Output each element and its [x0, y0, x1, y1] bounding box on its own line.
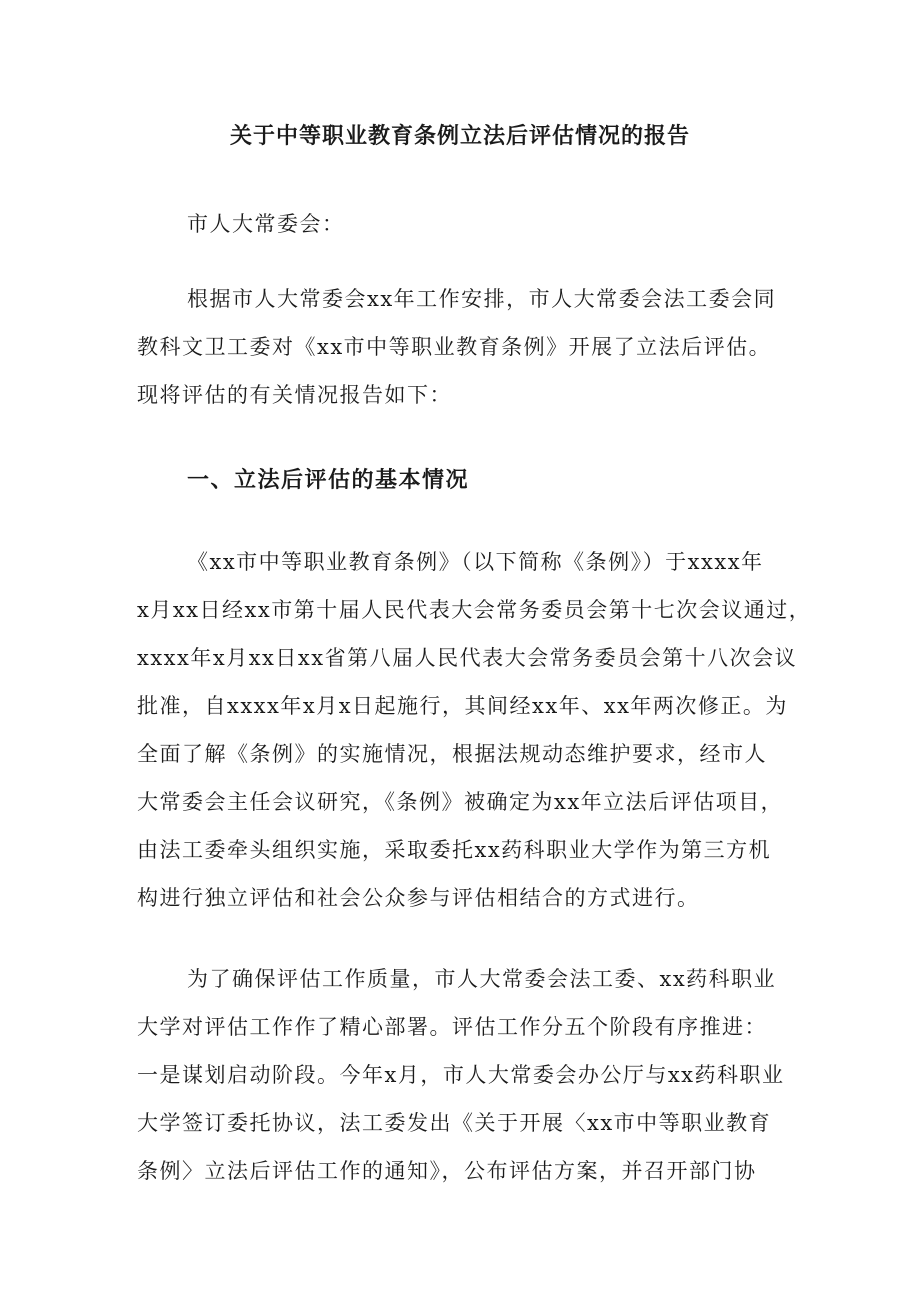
paragraph-basic-situation — [137, 538, 812, 922]
paragraph-line: 《xx市中等职业教育条例》（以下简称《条例》）于xxxx年 — [187, 550, 764, 574]
paragraph-line: 根据市人大常委会xx年工作安排，市人大常委会法工委会同 — [187, 287, 777, 311]
paragraph-line: 现将评估的有关情况报告如下： — [137, 383, 452, 407]
section-heading-basic-situation: 一、立法后评估的基本情况 — [187, 468, 470, 493]
paragraph-line: 构进行独立评估和社会公众参与评估相结合的方式进行。 — [137, 886, 700, 910]
paragraph-evaluation-stages — [137, 955, 797, 1195]
paragraph-line: x月xx日经xx市第十届人民代表大会常务委员会第十七次会议通过， — [137, 598, 812, 622]
paragraph-line: 为了确保评估工作质量，市人大常委会法工委、xx药科职业 — [187, 967, 777, 991]
salutation: 市人大常委会： — [187, 212, 345, 236]
paragraph-line: 教科文卫工委对《xx市中等职业教育条例》开展了立法后评估。 — [137, 335, 772, 359]
paragraph-line: 条例〉立法后评估工作的通知》，公布评估方案，并召开部门协 — [137, 1159, 757, 1183]
paragraph-line: 全面了解《条例》的实施情况，根据法规动态维护要求，经市人 — [137, 742, 767, 766]
paragraph-line: 批准，自xxxx年x月x日起施行，其间经xx年、xx年两次修正。为 — [137, 694, 788, 718]
paragraph-line: 由法工委牵头组织实施，采取委托xx药科职业大学作为第三方机 — [137, 838, 772, 862]
paragraph-line: 大常委会主任会议研究，《条例》被确定为xx年立法后评估项目， — [137, 790, 784, 814]
document-title: 关于中等职业教育条例立法后评估情况的报告 — [229, 124, 690, 149]
paragraph-line: xxxx年x月xx日xx省第八届人民代表大会常务委员会第十八次会议 — [137, 646, 798, 670]
paragraph-intro — [137, 275, 797, 419]
paragraph-line: 大学签订委托协议，法工委发出《关于开展〈xx市中等职业教育 — [137, 1111, 772, 1135]
paragraph-line: 一是谋划启动阶段。今年x月，市人大常委会办公厅与xx药科职业 — [137, 1063, 785, 1087]
paragraph-line: 大学对评估工作作了精心部署。评估工作分五个阶段有序推进： — [137, 1015, 767, 1039]
